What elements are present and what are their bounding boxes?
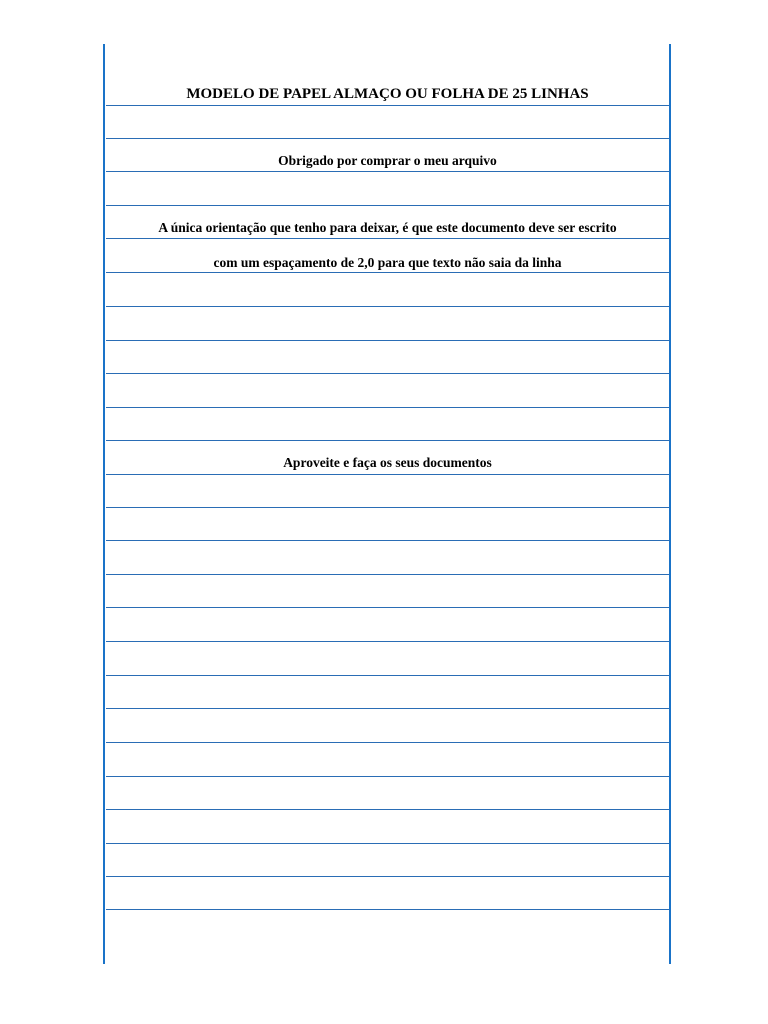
instruction-line-2: com um espaçamento de 2,0 para que texto não saia da linha [213,255,562,270]
instruction-line-1: A única orientação que tenho para deixar, é que este documento deve ser escrito [158,220,617,235]
ruled-line [106,340,669,341]
ruled-line [106,238,669,239]
left-margin-line [103,44,105,964]
ruled-line [106,607,669,608]
ruled-line [106,742,669,743]
ruled-line [106,843,669,844]
ruled-line [106,809,669,810]
ruled-line [106,306,669,307]
ruled-line [106,675,669,676]
document-title: MODELO DE PAPEL ALMAÇO OU FOLHA DE 25 LINHAS [186,86,589,102]
ruled-line [106,641,669,642]
ruled-line [106,105,669,106]
ruled-line [106,373,669,374]
ruled-line [106,440,669,441]
closing-line: Aproveite e faça os seus documentos [283,455,492,470]
ruled-line [106,138,669,139]
thank-you-line: Obrigado por comprar o meu arquivo [278,153,497,168]
ruled-line [106,507,669,508]
ruled-line [106,574,669,575]
ruled-line [106,776,669,777]
ruled-line [106,540,669,541]
ruled-line [106,876,669,877]
ruled-line [106,407,669,408]
ruled-line [106,171,669,172]
ruled-line [106,474,669,475]
ruled-line [106,205,669,206]
ruled-line [106,909,669,910]
right-margin-line [669,44,671,964]
ruled-line [106,708,669,709]
